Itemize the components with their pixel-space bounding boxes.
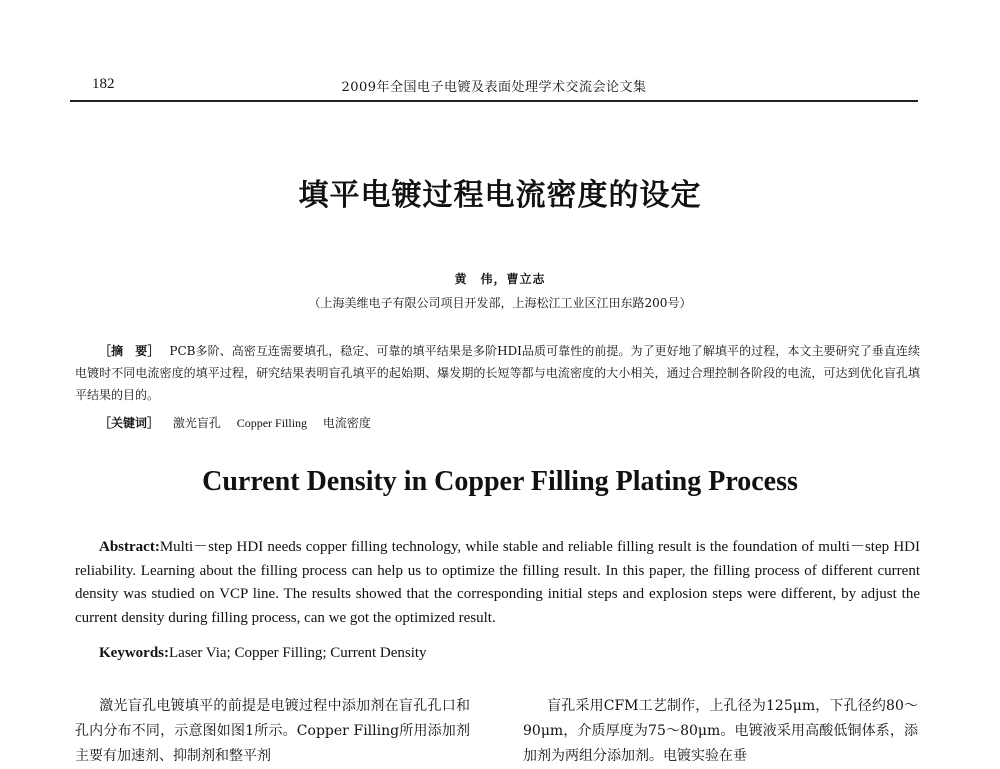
body-text-left: 激光盲孔电镀填平的前提是电镀过程中添加剂在盲孔孔口和孔内分布不同，示意图如图1所示。Copper Filling所用添加剂主要有加速剂、抑制剂和整平剂 <box>75 698 470 764</box>
page-number: 182 <box>92 76 115 92</box>
keywords-cn <box>99 414 383 431</box>
abstract-en <box>75 536 920 630</box>
header-rule <box>70 100 918 102</box>
keywords-en-text: Laser Via; Copper Filling; Current Density <box>169 645 427 661</box>
proceedings-title: 2009年全国电子电镀及表面处理学术交流会论文集 <box>341 80 647 95</box>
affiliation: （上海美维电子有限公司项目开发部，上海松江工业区江田东路200号） <box>308 296 692 310</box>
keywords-cn-label: ［关键词］ <box>99 416 160 430</box>
paper-title-en: Current Density in Copper Filling Plating Process <box>202 466 798 497</box>
body-text-right: 盲孔采用CFM工艺制作，上孔径为125μm，下孔径约80～90μm，介质厚度为75～80μm。电镀液采用高酸低铜体系，添加剂为两组分添加剂。电镀实验在垂 <box>523 698 918 764</box>
abstract-cn-text: PCB多阶、高密互连需要填孔，稳定、可靠的填平结果是多阶HDI品质可靠性的前提。为了更好地了解填平的过程，本文主要研究了垂直连续电镀时不同电流密度的填平过程，研究结果表明盲孔填平的起始期、爆发期的长短等都与电流密度的大小相关，通过合理控制各阶段的电流，可达到优化盲孔填平结果的目的。 <box>75 344 920 402</box>
paper-title-cn: 填平电镀过程电流密度的设定 <box>298 178 702 213</box>
keyword-item: 激光盲孔 <box>172 416 221 430</box>
abstract-en-text: Multi－step HDI needs copper filling technology, while stable and reliable filling result is the foundation of multi－step HDI reliability. Learning about the filling process can help us to optimize the filling result. In this paper, the filling process of different current density was studied on VCP line. The results showed that the corresponding initial steps and explosion steps were different, by adjust the current density during filling process, can we got the optimized result. <box>75 539 920 626</box>
authors: 黄 伟，曹立志 <box>454 272 546 286</box>
keywords-en-label: Keywords: <box>99 645 169 661</box>
keywords-en <box>99 645 427 662</box>
body-column-right <box>523 694 918 769</box>
keyword-item: 电流密度 <box>322 416 371 430</box>
keyword-item: Copper Filling <box>236 416 308 430</box>
abstract-en-label: Abstract: <box>99 539 160 555</box>
body-column-left <box>75 694 470 769</box>
abstract-cn <box>75 340 920 406</box>
running-header <box>70 72 918 100</box>
abstract-cn-label: ［摘 要］ <box>99 344 160 358</box>
